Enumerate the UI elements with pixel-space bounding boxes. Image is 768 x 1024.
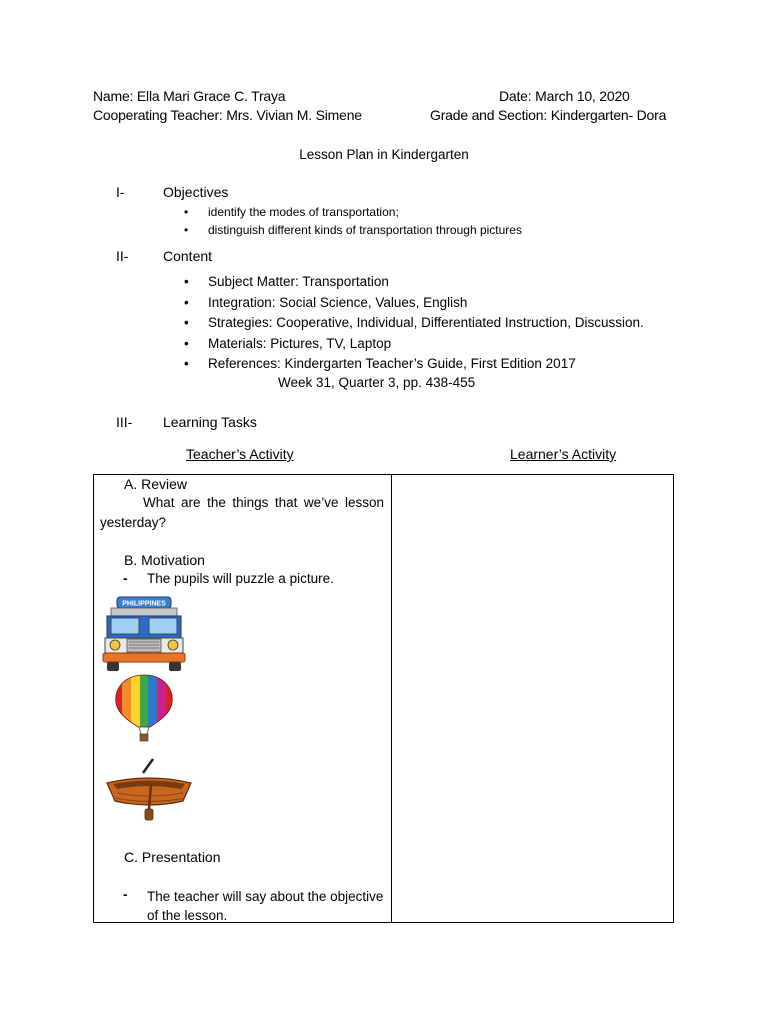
content-number: II- xyxy=(116,248,129,264)
content-heading: Content xyxy=(163,248,213,264)
grade-section: Grade and Section: Kindergarten- Dora xyxy=(430,107,667,123)
list-item: • Strategies: Cooperative, Individual, Differentiated Instruction, Discussion. xyxy=(184,313,644,334)
list-item: • distinguish different kinds of transportation through pictures xyxy=(184,221,522,239)
activity-table xyxy=(93,474,674,923)
presentation-text: The teacher will say about the objective of the lesson. xyxy=(147,889,384,923)
objectives-list xyxy=(184,203,522,239)
teacher-activity-heading: Teacher’s Activity xyxy=(186,446,294,462)
presentation-heading: C. Presentation xyxy=(124,849,221,865)
list-item: • References: Kindergarten Teacher’s Guide, First Edition 2017 xyxy=(184,354,644,375)
list-item: • Integration: Social Science, Values, English xyxy=(184,293,644,314)
lesson-date: Date: March 10, 2020 xyxy=(499,88,630,104)
review-heading: A. Review xyxy=(124,476,188,492)
reference-continuation: Week 31, Quarter 3, pp. 438-455 xyxy=(278,375,476,390)
rowboat-picture xyxy=(103,757,195,823)
learner-activity-heading: Learner’s Activity xyxy=(510,446,617,462)
objectives-heading: Objectives xyxy=(163,184,229,200)
list-item: • Subject Matter: Transportation xyxy=(184,272,644,293)
learning-tasks-heading: Learning Tasks xyxy=(163,414,257,430)
review-question: What are the things that we’ve lesson yesterday? xyxy=(100,495,384,530)
motivation-text: The pupils will puzzle a picture. xyxy=(147,571,334,586)
jeepney-picture xyxy=(101,595,187,673)
objectives-number: I- xyxy=(116,184,125,200)
content-list xyxy=(184,272,644,375)
hot-air-balloon-picture xyxy=(112,673,176,743)
cooperating-teacher: Cooperating Teacher: Mrs. Vivian M. Simene xyxy=(93,107,362,123)
learner-activity-cell xyxy=(392,475,673,922)
presentation-dash: - xyxy=(123,887,128,902)
learning-tasks-number: III- xyxy=(116,414,133,430)
page-title: Lesson Plan in Kindergarten xyxy=(299,147,469,162)
motivation-heading: B. Motivation xyxy=(124,552,205,568)
motivation-dash: - xyxy=(123,571,128,586)
list-item: • identify the modes of transportation; xyxy=(184,203,522,221)
student-name: Name: Ella Mari Grace C. Traya xyxy=(93,88,286,104)
jeepney-sign-text: PHILIPPINES xyxy=(122,600,166,608)
list-item: • Materials: Pictures, TV, Laptop xyxy=(184,334,644,355)
